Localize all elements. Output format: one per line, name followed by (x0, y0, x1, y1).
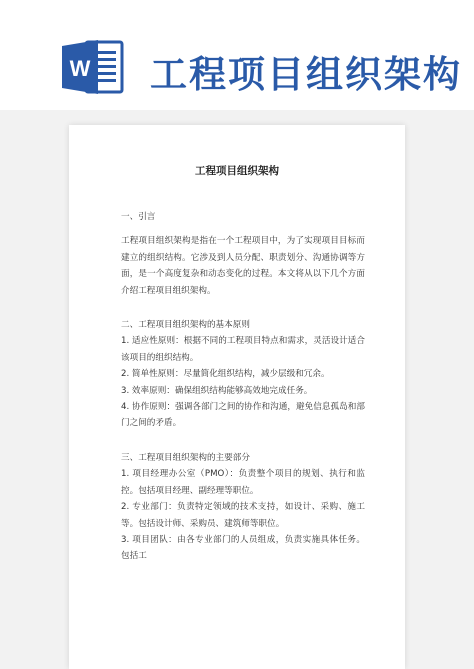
banner (0, 0, 474, 110)
section-heading: 二、工程项目组织架构的基本原则 (121, 320, 250, 331)
document-page[interactable] (69, 125, 405, 669)
word-icon (62, 38, 124, 96)
paragraph: 1. 项目经理办公室（PMO）：负责整个项目的规划、执行和监控。包括项目经理、副经理等职位。 (121, 469, 365, 496)
banner-title: 工程项目组织架构 (150, 53, 462, 96)
paragraph: 4. 协作原则：强调各部门之间的协作和沟通，避免信息孤岛和部门之间的矛盾。 (121, 402, 365, 429)
section-heading: 三、工程项目组织架构的主要部分 (121, 452, 250, 463)
paragraph: 2. 简单性原则：尽量简化组织结构，减少层级和冗余。 (121, 369, 330, 380)
paragraph: 工程项目组织架构是指在一个工程项目中，为了实现项目目标而建立的组织结构。它涉及到人员分配、职责划分、沟通协调等方面，是一个高度复杂和动态变化的过程。本文将从以下几个方面介绍工程项目组织架构。 (121, 236, 365, 296)
paragraph: 3. 效率原则：确保组织结构能够高效地完成任务。 (121, 385, 313, 396)
word-logo-letter: W (69, 56, 91, 81)
paragraph: 1. 适应性原则：根据不同的工程项目特点和需求，灵活设计适合该项目的组织结构。 (121, 336, 365, 363)
document-title: 工程项目组织架构 (195, 165, 279, 177)
paragraph: 3. 项目团队：由各专业部门的人员组成，负责实施具体任务。 包括工 (121, 534, 365, 562)
paragraph: 2. 专业部门：负责特定领域的技术支持，如设计、采购、施工等。包括设计师、采购员、建筑师等职位。 (121, 502, 365, 529)
document-body (121, 209, 365, 565)
section-heading: 一、引言 (121, 212, 156, 222)
